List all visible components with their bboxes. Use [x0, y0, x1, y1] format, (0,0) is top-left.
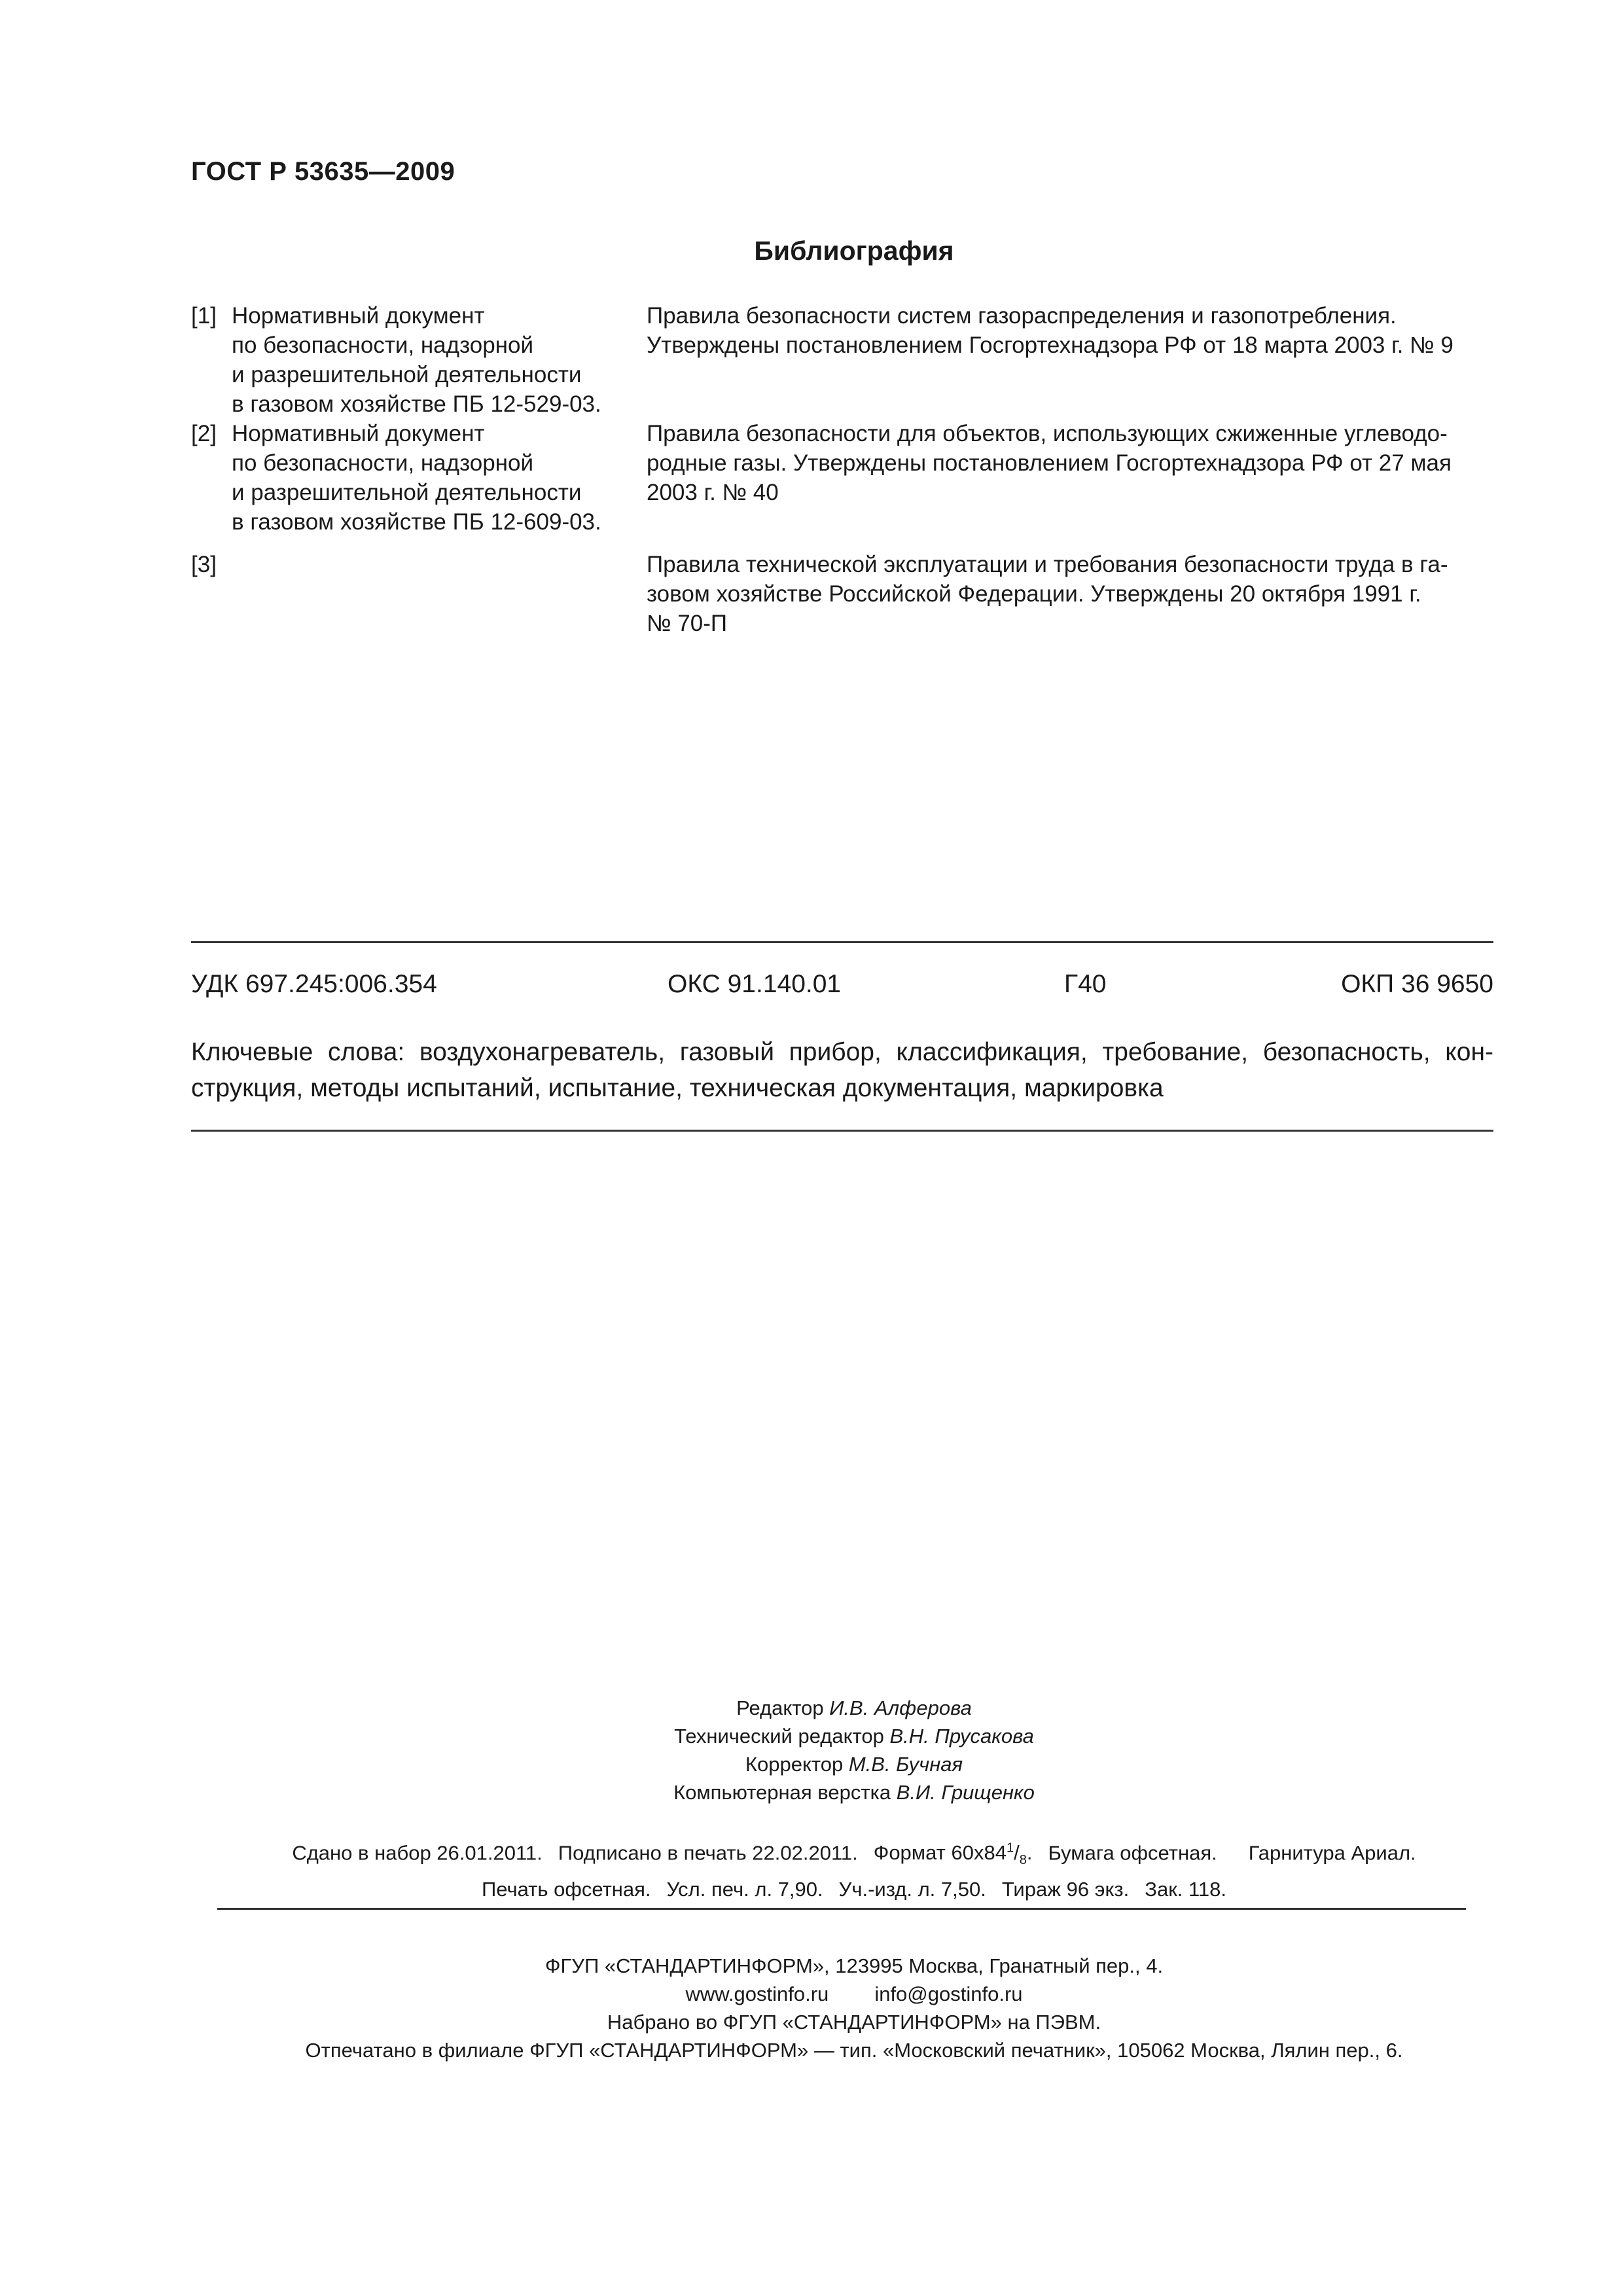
print-type: Печать офсетная.: [481, 1877, 651, 1901]
description-line: 2003 г. № 40: [647, 480, 779, 505]
usl-pech: Усл. печ. л. 7,90.: [666, 1877, 823, 1901]
bibliography-entry-number: [3]: [191, 552, 217, 577]
font-name: Гарнитура Ариал.: [1248, 1841, 1416, 1865]
publisher-email: info@gostinfo.ru: [874, 1982, 1023, 2005]
bibliography-entry-number: [2]: [191, 421, 217, 446]
bibliography-list: [191, 301, 1500, 638]
description-line: зовом хозяйстве Российской Федерации. Утверждены 20 октября 1991 г.: [647, 581, 1421, 607]
description-line: Правила безопасности систем газораспределения и газопотребления.: [647, 303, 1397, 329]
order-number: Зак. 118.: [1145, 1877, 1227, 1901]
divider-top: [191, 941, 1493, 943]
keywords: [191, 1034, 1493, 1106]
oks-code: ОКС 91.140.01: [668, 970, 842, 998]
description-line: Правила технической эксплуатации и требования безопасности труда в га-: [647, 552, 1448, 577]
credit-layout: [85, 1778, 1623, 1806]
keywords-line: струкция, методы испытаний, испытание, техническая документация, маркировка: [191, 1074, 1164, 1102]
udk-code: УДК 697.245:006.354: [191, 970, 437, 998]
credit-name: В.Н. Прусакова: [889, 1725, 1034, 1748]
bibliography-entry: [191, 301, 1500, 419]
bibliography-entry: [191, 419, 1500, 537]
format: Формат $60х84^1/_8$.: [873, 1841, 1033, 1868]
format-numerator: 1: [1006, 1841, 1014, 1856]
keywords-line: Ключевые слова: воздухонагреватель, газовый прибор, классификация, требование, безопасность, кон-: [191, 1038, 1493, 1066]
description-line: Правила безопасности для объектов, использующих сжиженные углеводо-: [647, 421, 1448, 446]
signed-date: Подписано в печать 22.02.2011.: [558, 1841, 858, 1865]
submitted-date: Сдано в набор 26.01.2011.: [292, 1841, 543, 1865]
credit-name: М.В. Бучная: [848, 1753, 963, 1776]
credit-name: И.В. Алферова: [829, 1696, 972, 1719]
bibliography-title: Библиография: [754, 236, 954, 266]
document-line: в газовом хозяйстве ПБ 12-529-03.: [232, 391, 601, 417]
description-line: № 70-П: [647, 611, 728, 636]
document-line: Нормативный документ: [232, 421, 485, 446]
description-line: родные газы. Утверждены постановлением Госгортехнадзора РФ от 27 мая: [647, 450, 1452, 476]
description-line: Утверждены постановлением Госгортехнадзора РФ от 18 марта 2003 г. № 9: [647, 332, 1454, 358]
printing-info: [0, 1834, 1623, 1904]
credit-label: Корректор: [745, 1753, 844, 1776]
publisher-address: ФГУП «СТАНДАРТИНФОРМ», 123995 Москва, Гранатный пер., 4.: [544, 1954, 1164, 1977]
document-line: и разрешительной деятельности: [232, 480, 582, 505]
bibliography-entry-number: [1]: [191, 303, 217, 329]
credit-label: Редактор: [736, 1696, 824, 1719]
uch-izd: Уч.-изд. л. 7,50.: [838, 1877, 986, 1901]
credit-editor: [85, 1694, 1623, 1722]
bibliography-entry-description: [647, 550, 1488, 638]
group-code: Г40: [1064, 970, 1107, 998]
okp-code: ОКП 36 9650: [1341, 970, 1493, 998]
publisher-printed: Отпечатано в филиале ФГУП «СТАНДАРТИНФОРМ» — тип. «Московский печатник», 105062 Москва, Лялин пер., 6.: [305, 2039, 1403, 2062]
paper-type: Бумага офсетная.: [1048, 1841, 1217, 1865]
bibliography-entry-document: [232, 419, 601, 537]
printing-line-1: [85, 1834, 1623, 1875]
document-line: по безопасности, надзорной: [232, 332, 533, 358]
document-line: в газовом хозяйстве ПБ 12-609-03.: [232, 509, 601, 535]
bibliography-entry-description: [647, 419, 1488, 507]
divider-keywords: [191, 1130, 1493, 1132]
bibliography-entry-description: [647, 301, 1488, 360]
bibliography-entry: [191, 550, 1500, 638]
document-line: и разрешительной деятельности: [232, 362, 582, 387]
publisher-typeset: Набрано во ФГУП «СТАНДАРТИНФОРМ» на ПЭВМ.: [607, 2011, 1101, 2034]
document-line: Нормативный документ: [232, 303, 485, 329]
printing-line-2: [85, 1875, 1623, 1904]
print-run: Тираж 96 экз.: [1001, 1877, 1130, 1901]
credit-tech-editor: [85, 1722, 1623, 1750]
credits-block: [0, 1694, 1623, 1806]
format-denominator: 8: [1019, 1853, 1027, 1868]
credit-label: Технический редактор: [674, 1725, 884, 1748]
divider-bottom: [217, 1908, 1466, 1910]
credit-label: Компьютерная верстка: [673, 1781, 891, 1804]
document-line: по безопасности, надзорной: [232, 450, 533, 476]
publisher-contacts: [85, 1980, 1623, 2008]
format-text: Формат 60х84: [873, 1841, 1007, 1865]
document-code: ГОСТ Р 53635—2009: [191, 157, 455, 186]
bibliography-entry-document: [232, 301, 601, 419]
format-suffix: .: [1026, 1841, 1033, 1865]
publisher-info: [0, 1952, 1623, 2064]
credit-corrector: [85, 1750, 1623, 1778]
publisher-website: www.gostinfo.ru: [685, 1982, 829, 2005]
credit-name: В.И. Грищенко: [896, 1781, 1035, 1804]
